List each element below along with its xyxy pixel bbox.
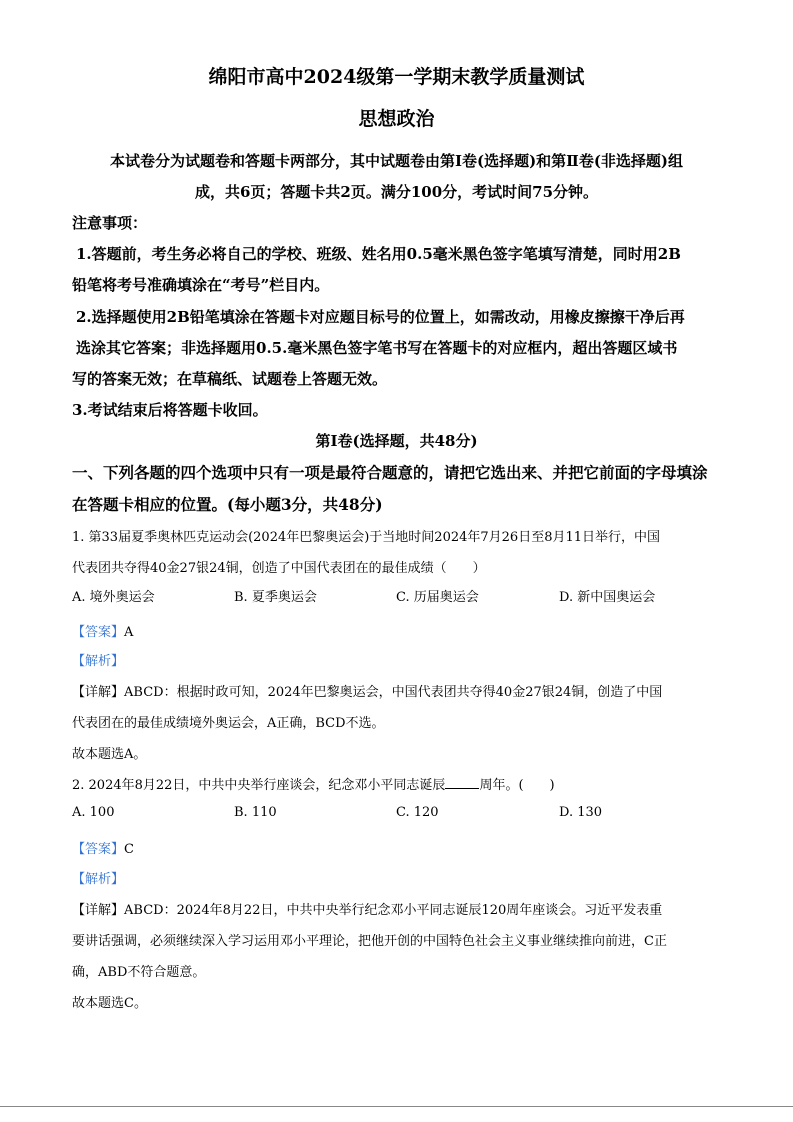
intro-line-2: 成，共6页；答题卡共2页。满分100分，考试时间75分钟。 (194, 183, 599, 201)
q2-stem-end: 周年。( ) (479, 778, 555, 793)
section-instruction-2: 在答题卡相应的位置。(每小题3分，共48分) (72, 495, 383, 514)
q2-line-1 (72, 774, 732, 793)
answer-label: 【答案】 (72, 842, 125, 857)
exam-title: 绵阳市高中2024级第一学期末教学质量测试 (208, 66, 585, 88)
analysis-label: 【解析】 (72, 872, 125, 887)
q1-conclusion: 故本题选A。 (72, 747, 147, 762)
q2-option-d: D. 130 (559, 805, 603, 820)
q2-answer (72, 838, 732, 857)
answer-value: C (124, 842, 134, 857)
note-2a: 2.选择题使用2B铅笔填涂在答题卡对应题目标号的位置上，如需改动，用橡皮擦擦干净后再 (76, 308, 685, 326)
note-2b: 选涂其它答案；非选择题用0.5.毫米黑色签字笔书写在答题卡的对应框内，超出答题区域书 (76, 339, 678, 357)
q1-option-b: B. 夏季奥运会 (234, 590, 317, 605)
q2-option-c: C. 120 (396, 805, 439, 820)
notes-heading: 注意事项： (72, 214, 148, 232)
answer-value: A (124, 625, 134, 640)
fill-blank (445, 776, 479, 789)
detail-label: 【详解】 (72, 903, 125, 918)
q1-option-c: C. 历届奥运会 (396, 590, 479, 605)
analysis-label: 【解析】 (72, 654, 125, 669)
q1-answer (72, 621, 732, 640)
section-title: 第Ⅰ卷(选择题，共48分) (315, 432, 478, 450)
q2-conclusion: 故本题选C。 (72, 996, 147, 1011)
detail-label: 【详解】 (72, 685, 125, 700)
q2-detail-1 (72, 899, 732, 918)
note-1b: 铅笔将考号准确填涂在“考号”栏目内。 (72, 276, 330, 294)
q1-line-1: 1. 第33届夏季奥林匹克运动会(2024年巴黎奥运会)于当地时间2024年7月26日至8月11日举行，中国 (72, 530, 661, 545)
page-bottom-rule (0, 1106, 793, 1107)
q1-detail-2: 代表团在的最佳成绩境外奥运会，A正确，BCD不选。 (72, 716, 385, 731)
detail-text: ABCD：2024年8月22日，中共中央举行纪念邓小平同志诞辰120周年座谈会。习近平发表重 (124, 903, 663, 918)
section-instruction-1: 一、下列各题的四个选项中只有一项是最符合题意的，请把它选出来、并把它前面的字母填涂 (72, 463, 708, 482)
q1-analysis (72, 650, 732, 669)
q2-analysis (72, 868, 732, 887)
q1-line-2: 代表团共夺得40金27银24铜，创造了中国代表团在的最佳成绩（ ） (72, 561, 486, 576)
q2-detail-3: 确，ABD不符合题意。 (72, 965, 206, 980)
q1-option-a: A. 境外奥运会 (72, 590, 155, 605)
q1-option-d: D. 新中国奥运会 (559, 590, 656, 605)
q1-detail-1 (72, 681, 732, 700)
q2-detail-2: 要讲话强调，必须继续深入学习运用邓小平理论，把他开创的中国特色社会主义事业继续推向前进，C正 (72, 934, 667, 949)
note-3: 3.考试结束后将答题卡收回。 (72, 401, 268, 419)
subject-title: 思想政治 (358, 108, 435, 130)
detail-text: ABCD：根据时政可知，2024年巴黎奥运会，中国代表团共夺得40金27银24铜，创造了中国 (124, 685, 663, 700)
note-1a: 1.答题前，考生务必将自己的学校、班级、姓名用0.5毫米黑色签字笔填写清楚，同时用2B (76, 245, 681, 263)
q2-option-a: A. 100 (72, 805, 115, 820)
answer-label: 【答案】 (72, 625, 125, 640)
q2-stem: 2. 2024年8月22日，中共中央举行座谈会，纪念邓小平同志诞辰 (72, 778, 446, 793)
intro-line-1: 本试卷分为试题卷和答题卡两部分，其中试题卷由第Ⅰ卷(选择题)和第Ⅱ卷(非选择题)组 (109, 152, 684, 170)
note-2c: 写的答案无效；在草稿纸、试题卷上答题无效。 (72, 370, 388, 388)
q2-option-b: B. 110 (234, 805, 277, 820)
